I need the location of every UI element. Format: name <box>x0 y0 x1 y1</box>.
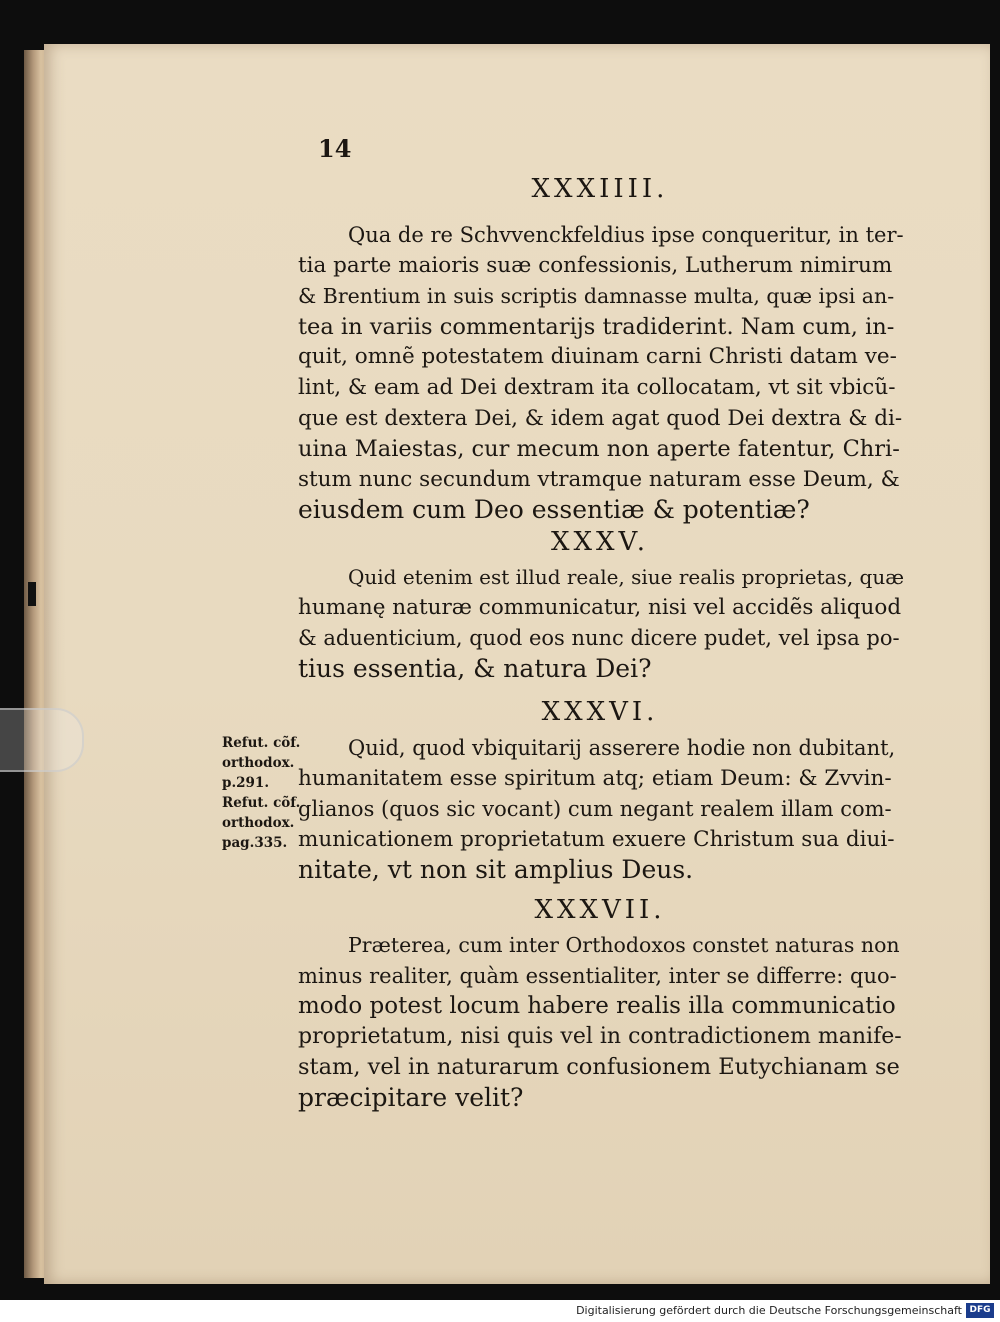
section-paragraph <box>298 562 904 684</box>
text-line: præcipitare velit? <box>298 1082 524 1112</box>
text-line: humanę naturæ communicatur, nisi vel accidẽs aliquod <box>298 594 902 620</box>
margin-line: p.291. <box>222 775 270 791</box>
margin-line: Refut. cõf. <box>222 795 301 811</box>
text-line: nitate, vt non sit amplius Deus. <box>298 855 694 885</box>
text-line: proprietatum, nisi quis vel in contradictionem manife- <box>298 1023 902 1049</box>
margin-line: Refut. cõf. <box>222 735 301 751</box>
section-paragraph <box>298 930 904 1114</box>
section-heading: XXXV. <box>550 527 650 557</box>
text-line: humanitatem esse spiritum atq; etiam Deum: & Zvvin- <box>298 765 892 791</box>
page-clip <box>0 708 84 772</box>
text-line: tea in variis commentarijs tradiderint. Nam cum, in- <box>298 313 895 340</box>
text-line: quit, omnẽ potestatem diuinam carni Christi datam ve- <box>298 344 897 370</box>
text-line: Præterea, cum inter Orthodoxos constet naturas non <box>348 933 900 957</box>
text-line: tius essentia, & natura Dei? <box>298 653 652 683</box>
page-number: 14 <box>318 134 352 163</box>
section-paragraph <box>298 733 904 886</box>
scan-marker <box>28 582 36 606</box>
text-line: Quid etenim est illud reale, siue realis proprietas, quæ <box>348 565 905 589</box>
text-line: & aduenticium, quod eos nunc dicere pudet, vel ipsa po- <box>298 626 900 651</box>
text-line: Quid, quod vbiquitarij asserere hodie non dubitant, <box>348 736 896 760</box>
text-line: minus realiter, quàm essentialiter, inter se differre: quo- <box>298 963 897 988</box>
section-heading: XXXVI. <box>541 697 659 727</box>
text-line: & Brentium in suis scriptis damnasse multa, quæ ipsi an- <box>298 284 895 309</box>
text-line: modo potest locum habere realis illa communicatio <box>298 993 896 1020</box>
margin-line: orthodox. <box>222 815 295 831</box>
text-line: stum nunc secundum vtramque naturam esse Deum, & <box>298 466 900 492</box>
text-line: stam, vel in naturarum confusionem Eutychianam se <box>298 1054 900 1081</box>
text-line: glianos (quos sic vocant) cum negant realem illam com- <box>298 797 892 822</box>
text-line: lint, & eam ad Dei dextram ita collocatam, vt sit vbicũ- <box>298 374 896 400</box>
margin-note <box>222 733 300 853</box>
text-line: municationem proprietatum exuere Christum sua diui- <box>298 826 895 852</box>
text-line: que est dextera Dei, & idem agat quod Dei dextra & di- <box>298 405 903 431</box>
text-line: eiusdem cum Deo essentiæ & potentiæ? <box>298 495 810 525</box>
margin-line: pag.335. <box>222 835 288 851</box>
footer-bar <box>0 1300 1000 1322</box>
section-paragraph <box>298 220 904 526</box>
footer-credit: Digitalisierung gefördert durch die Deutsche Forschungsgemeinschaft <box>576 1304 962 1317</box>
text-line: uina Maiestas, cur mecum non aperte fatentur, Chri- <box>298 436 900 463</box>
text-line: Qua de re Schvvenckfeldius ipse conqueritur, in ter- <box>348 223 904 247</box>
margin-line: orthodox. <box>222 755 295 771</box>
text-line: tia parte maioris suæ confessionis, Lutherum nimirum <box>298 252 893 278</box>
dfg-logo-icon: DFG <box>966 1303 994 1318</box>
section-heading: XXXVII. <box>534 895 666 925</box>
section-heading: XXXIIII. <box>531 174 669 204</box>
